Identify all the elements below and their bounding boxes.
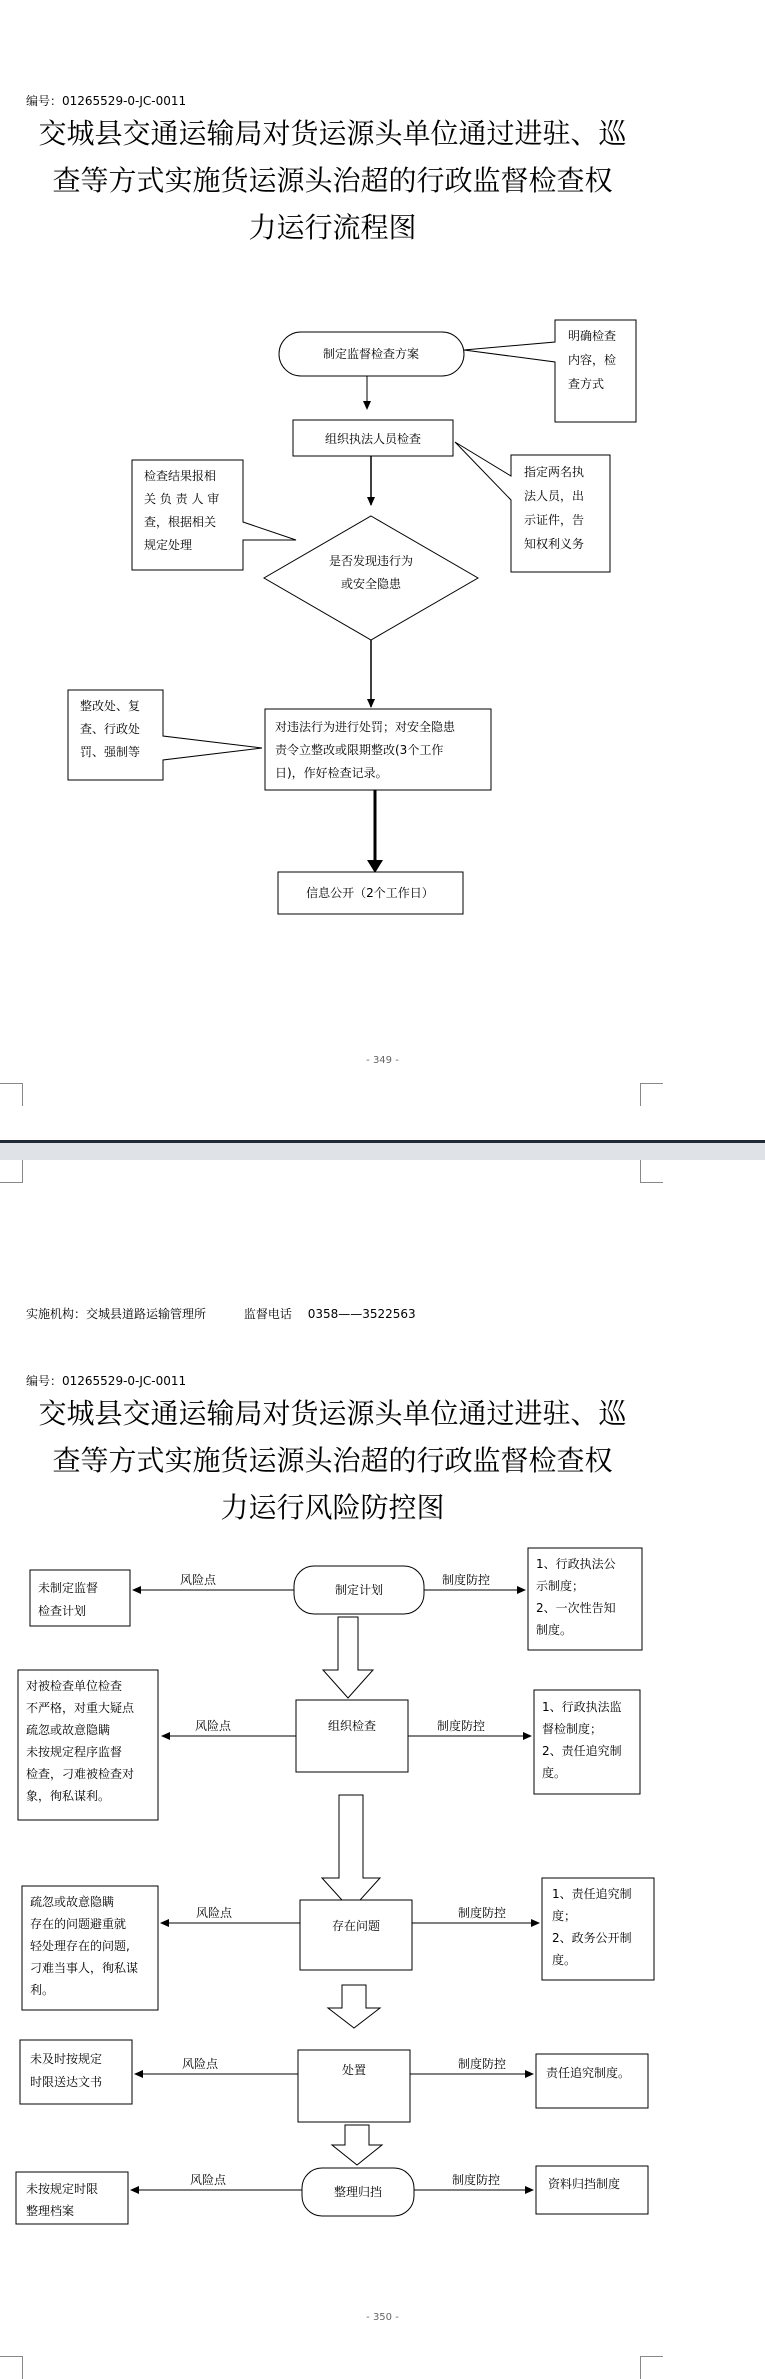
- control-line: 制度。: [536, 1623, 573, 1637]
- crop-mark: [0, 2356, 23, 2379]
- note-plan-line: 内容，检: [568, 353, 617, 367]
- control-label: 制度防控: [436, 1719, 486, 1733]
- org-label: 实施机构：交城县道路运输管理所: [26, 1307, 207, 1321]
- control-line: 2、责任追究制: [542, 1744, 622, 1758]
- control-line: 1、行政执法监: [542, 1700, 622, 1714]
- risk-line: 未及时按规定: [30, 2052, 103, 2066]
- risk-point-label: 风险点: [189, 2173, 227, 2187]
- step-label: 组织检查: [327, 1719, 377, 1733]
- risk-line: 检查计划: [38, 1604, 87, 1618]
- risk-line: 未制定监督: [38, 1581, 99, 1595]
- block-arrow: [332, 2125, 382, 2165]
- block-arrow: [322, 1795, 380, 1910]
- crop-mark: [0, 1083, 23, 1106]
- page-number: - 350 -: [366, 2312, 399, 2323]
- step-node: [296, 1700, 408, 1772]
- risk-line: 轻处理存在的问题,: [30, 1939, 130, 1953]
- control-line: 督检制度；: [542, 1722, 603, 1736]
- risk-line: 整理档案: [26, 2204, 75, 2218]
- control-label: 制度防控: [451, 2173, 501, 2187]
- title-line: 力运行风险防控图: [220, 1491, 445, 1524]
- crop-mark: [640, 2356, 663, 2379]
- page-number: - 349 -: [366, 1055, 399, 1066]
- control-line: 资料归挡制度: [548, 2177, 621, 2191]
- step-label: 存在问题: [331, 1919, 381, 1933]
- step-label: 制定计划: [334, 1583, 384, 1597]
- control-box: [536, 2054, 648, 2108]
- control-label: 制度防控: [441, 1573, 491, 1587]
- risk-point-label: 风险点: [194, 1719, 232, 1733]
- publish-label: 信息公开（2个工作日）: [306, 886, 434, 900]
- title-line: 交城县交通运输局对货运源头单位通过进驻、巡: [38, 1397, 627, 1430]
- note-rectify-line: 罚、强制等: [80, 745, 141, 759]
- risk-line: 检查，刁难被检查对: [26, 1767, 135, 1781]
- note-rectify-line: 查、行政处: [80, 722, 141, 736]
- flowchart: [0, 0, 765, 1140]
- note-inspect-line: 示证件，告: [524, 513, 585, 527]
- risk-line: 时限送达文书: [30, 2075, 103, 2089]
- note-inspect-line: 法人员，出: [524, 489, 585, 503]
- note-report-line: 规定处理: [144, 538, 193, 552]
- risk-line: 刁难当事人，徇私谋: [30, 1961, 139, 1975]
- title-line: 交城县交通运输局对货运源头单位通过进驻、巡: [38, 117, 627, 150]
- risk-box: [20, 2040, 132, 2104]
- page-350: [0, 1160, 765, 2378]
- plan-label: 制定监督检查方案: [322, 347, 420, 361]
- note-rectify-line: 整改处、复: [80, 699, 141, 713]
- control-line: 2、政务公开制: [552, 1931, 632, 1945]
- handle-line: 责令立整改或限期整改(3个工作: [275, 743, 444, 757]
- control-label: 制度防控: [457, 2057, 507, 2071]
- risk-chart: [0, 1160, 765, 2378]
- doc-code: 编号：01265529-0-JC-0011: [26, 94, 187, 108]
- handle-line: 日)，作好检查记录。: [275, 766, 388, 780]
- note-inspect-line: 指定两名执: [524, 465, 585, 479]
- control-line: 度。: [552, 1953, 577, 1967]
- decision-line: 是否发现违行为: [328, 554, 414, 568]
- risk-line: 不严格，对重大疑点: [26, 1701, 135, 1715]
- risk-line: 未按规定程序监督: [26, 1745, 123, 1759]
- control-line: 度。: [542, 1766, 567, 1780]
- risk-line: 未按规定时限: [26, 2182, 99, 2196]
- step-node: [298, 2050, 410, 2122]
- control-line: 度；: [552, 1909, 577, 1923]
- risk-point-label: 风险点: [195, 1906, 233, 1920]
- crop-mark: [640, 1083, 663, 1106]
- block-arrow: [328, 1985, 380, 2028]
- step-label: 整理归挡: [333, 2185, 383, 2199]
- decision-line: 或安全隐患: [340, 577, 402, 591]
- inspect-label: 组织执法人员检查: [324, 432, 422, 446]
- risk-point-label: 风险点: [179, 1573, 217, 1587]
- phone-label: 监督电话: [243, 1307, 292, 1321]
- risk-line: 存在的问题避重就: [30, 1917, 127, 1931]
- note-plan-line: 查方式: [568, 377, 605, 391]
- note-report-line: 查，根据相关: [144, 515, 217, 529]
- note-report-line: 关 负 责 人 审: [144, 492, 220, 506]
- control-line: 2、一次性告知: [536, 1601, 616, 1615]
- control-line: 1、行政执法公: [536, 1557, 616, 1571]
- title-line: 查等方式实施货运源头治超的行政监督检查权: [52, 164, 613, 197]
- doc-code: 编号：01265529-0-JC-0011: [26, 1374, 187, 1388]
- control-line: 1、责任追究制: [552, 1887, 632, 1901]
- note-inspect-box: [455, 442, 610, 572]
- page-349: [0, 0, 765, 1140]
- title-line: 力运行流程图: [248, 211, 417, 244]
- arrow-head: [367, 860, 383, 873]
- risk-line: 对被检查单位检查: [26, 1679, 123, 1693]
- note-report-line: 检查结果报相: [144, 469, 217, 483]
- control-line: 责任追究制度。: [546, 2066, 631, 2080]
- step-node: [300, 1900, 412, 1970]
- note-plan-line: 明确检查: [568, 329, 617, 343]
- risk-line: 象，徇私谋利。: [26, 1789, 111, 1803]
- block-arrow: [323, 1617, 373, 1698]
- risk-line: 利。: [30, 1983, 55, 1997]
- phone-number: 0358——3522563: [307, 1307, 416, 1321]
- control-line: 示制度；: [536, 1579, 585, 1593]
- risk-line: 疏忽或故意隐瞒: [26, 1723, 111, 1737]
- handle-line: 对违法行为进行处罚；对安全隐患: [275, 720, 456, 734]
- title-line: 查等方式实施货运源头治超的行政监督检查权: [52, 1444, 613, 1477]
- risk-line: 疏忽或故意隐瞒: [30, 1895, 115, 1909]
- control-label: 制度防控: [457, 1906, 507, 1920]
- step-label: 处置: [341, 2063, 367, 2077]
- risk-point-label: 风险点: [181, 2057, 219, 2071]
- note-inspect-line: 知权利义务: [524, 537, 585, 551]
